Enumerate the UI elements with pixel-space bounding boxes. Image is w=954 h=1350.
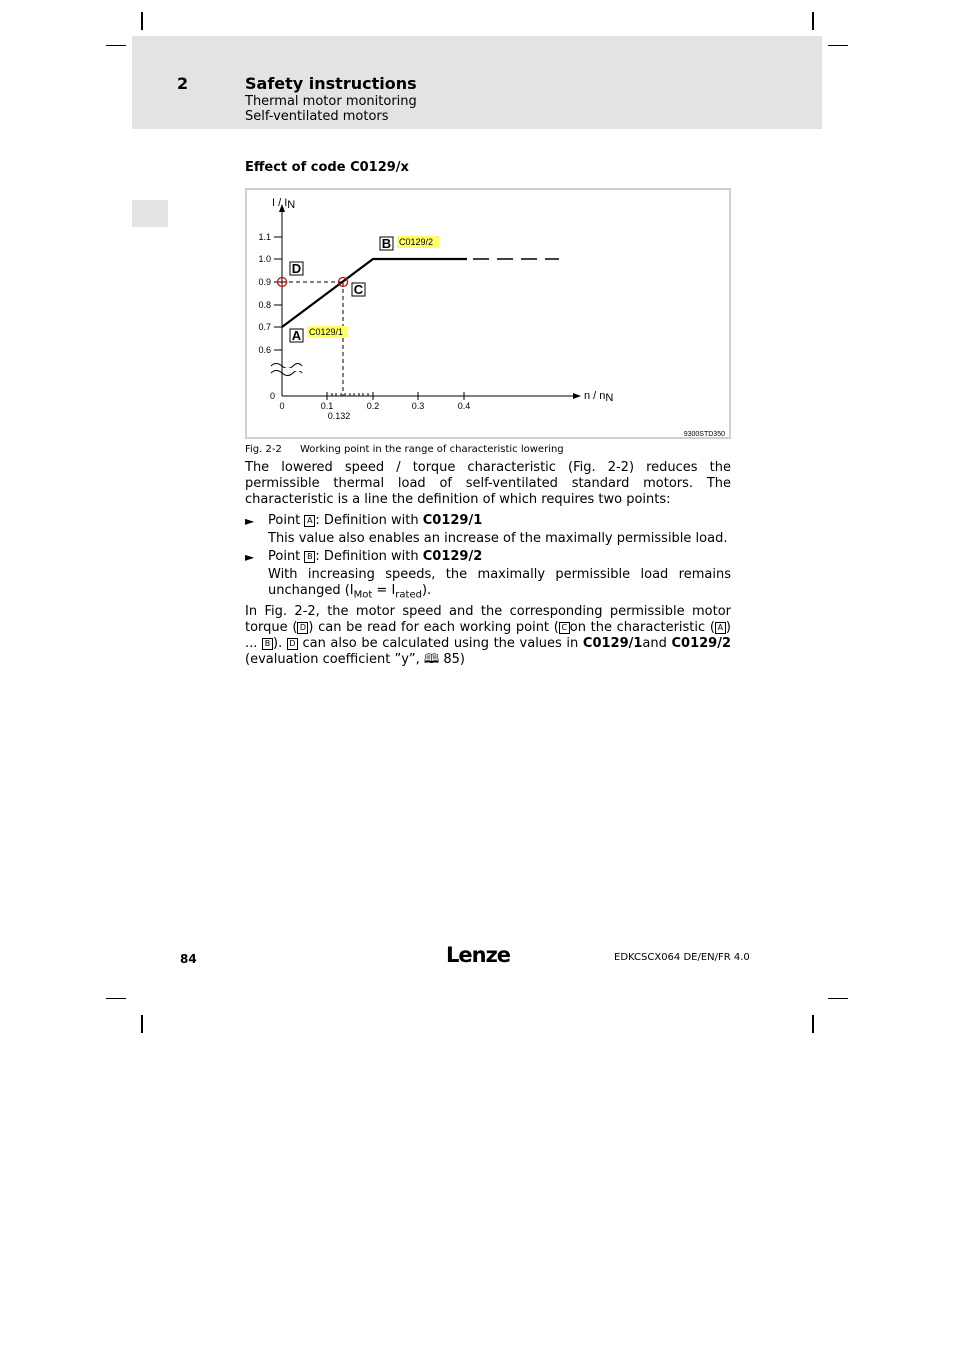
axis-break	[271, 364, 302, 369]
point-a-symbol: A	[304, 515, 315, 527]
crop-mark	[812, 1015, 814, 1033]
caption-number: Fig. 2-2	[245, 444, 282, 455]
header-band	[132, 36, 822, 129]
point-b-symbol: B	[262, 638, 273, 650]
characteristic-diagram	[247, 190, 733, 441]
paragraph: The lowered speed / torque characteristic (Fig. 2-2) reduces the permissible thermal load of self-ventilated standard motors. The characteristic is a line the definition of which requires two points:	[245, 460, 731, 507]
crop-mark	[141, 12, 143, 30]
page-number: 84	[180, 952, 197, 966]
section-heading: Effect of code C0129/x	[245, 160, 409, 175]
x-tick-label: 0.1	[320, 401, 334, 411]
point-a-letter: A	[291, 328, 302, 343]
lenze-logo: Lenze	[446, 943, 511, 967]
x-tick-label: 0.132	[327, 411, 351, 421]
crop-mark	[812, 12, 814, 30]
x-tick-label: 0.4	[457, 401, 471, 411]
crop-mark	[828, 45, 848, 46]
y-tick-label: 1.0	[258, 254, 271, 264]
code-label: C0129/2	[399, 237, 434, 247]
x-axis-arrow	[573, 393, 581, 399]
point-c-symbol: C	[559, 622, 570, 634]
bullet-note: With increasing speeds, the maximally permissible load remains	[268, 567, 731, 582]
chapter-side-tab	[132, 200, 168, 227]
x-tick-label: 0	[279, 401, 285, 411]
figure-caption	[245, 444, 564, 455]
crop-mark	[141, 1015, 143, 1033]
x-axis-label: n / nN	[584, 390, 614, 404]
point-d-letter: D	[291, 261, 302, 276]
bullet-item: Point B : Definition with C0129/2	[268, 549, 483, 564]
code-c0129-1: C0129/1	[422, 513, 483, 528]
x-tick-label: 0.2	[366, 401, 380, 411]
document-id: EDKCSCX064 DE/EN/FR 4.0	[614, 952, 750, 963]
figure-code: 9300STD350	[683, 431, 725, 438]
chapter-title: Safety instructions	[245, 74, 417, 93]
header-subtitle: Thermal motor monitoring	[245, 94, 417, 109]
characteristic-line	[282, 259, 467, 327]
y-tick-label: 1.1	[258, 232, 271, 242]
figure-frame	[245, 188, 731, 439]
crop-mark	[106, 45, 126, 46]
y-tick-label: 0.9	[258, 277, 271, 287]
axis-break	[271, 371, 302, 376]
header-subtitle: Self-ventilated motors	[245, 109, 389, 124]
bullet-arrow: ►	[245, 514, 255, 528]
bullet-arrow: ►	[245, 550, 255, 564]
y-tick-label: 0.8	[258, 300, 271, 310]
code-label: C0129/1	[309, 327, 344, 337]
book-icon: 🕮	[423, 652, 440, 667]
x-tick-label: 0.3	[411, 401, 425, 411]
code-c0129-1: C0129/1	[582, 636, 643, 651]
caption-text: Working point in the range of characteristic lowering	[300, 444, 564, 455]
chapter-number: 2	[177, 74, 189, 93]
crop-mark	[106, 998, 126, 999]
point-b-symbol: B	[304, 551, 315, 563]
code-c0129-2: C0129/2	[422, 549, 483, 564]
paragraph: In Fig. 2-2, the motor speed and the corresponding permissible motor torque ( D ) can be read for each working point ( C on the characteristic ( A ) ... B ). D can also be calculated using the values in C0129/1and C0129/2 (evaluation coefficient ”y”, 🕮 85)	[245, 604, 732, 667]
y-tick-label: 0.7	[258, 322, 271, 332]
bullet-note: This value also enables an increase of the maximally permissible load.	[268, 531, 728, 546]
y-tick-label: 0.6	[258, 345, 271, 355]
y-tick-label: 0	[269, 391, 275, 401]
point-d-symbol: D	[297, 622, 308, 634]
bullet-item: Point A : Definition with C0129/1	[268, 513, 483, 528]
point-d-symbol: D	[287, 638, 298, 650]
bullet-note: unchanged $(I_{Mot} = I_{rated})$.	[268, 583, 432, 601]
point-a-symbol: A	[715, 622, 726, 634]
y-axis-label: I / IN	[272, 197, 296, 211]
code-c0129-2: C0129/2	[671, 636, 732, 651]
point-c-letter: C	[353, 282, 364, 297]
point-b-letter: B	[381, 236, 392, 251]
crop-mark	[828, 998, 848, 999]
